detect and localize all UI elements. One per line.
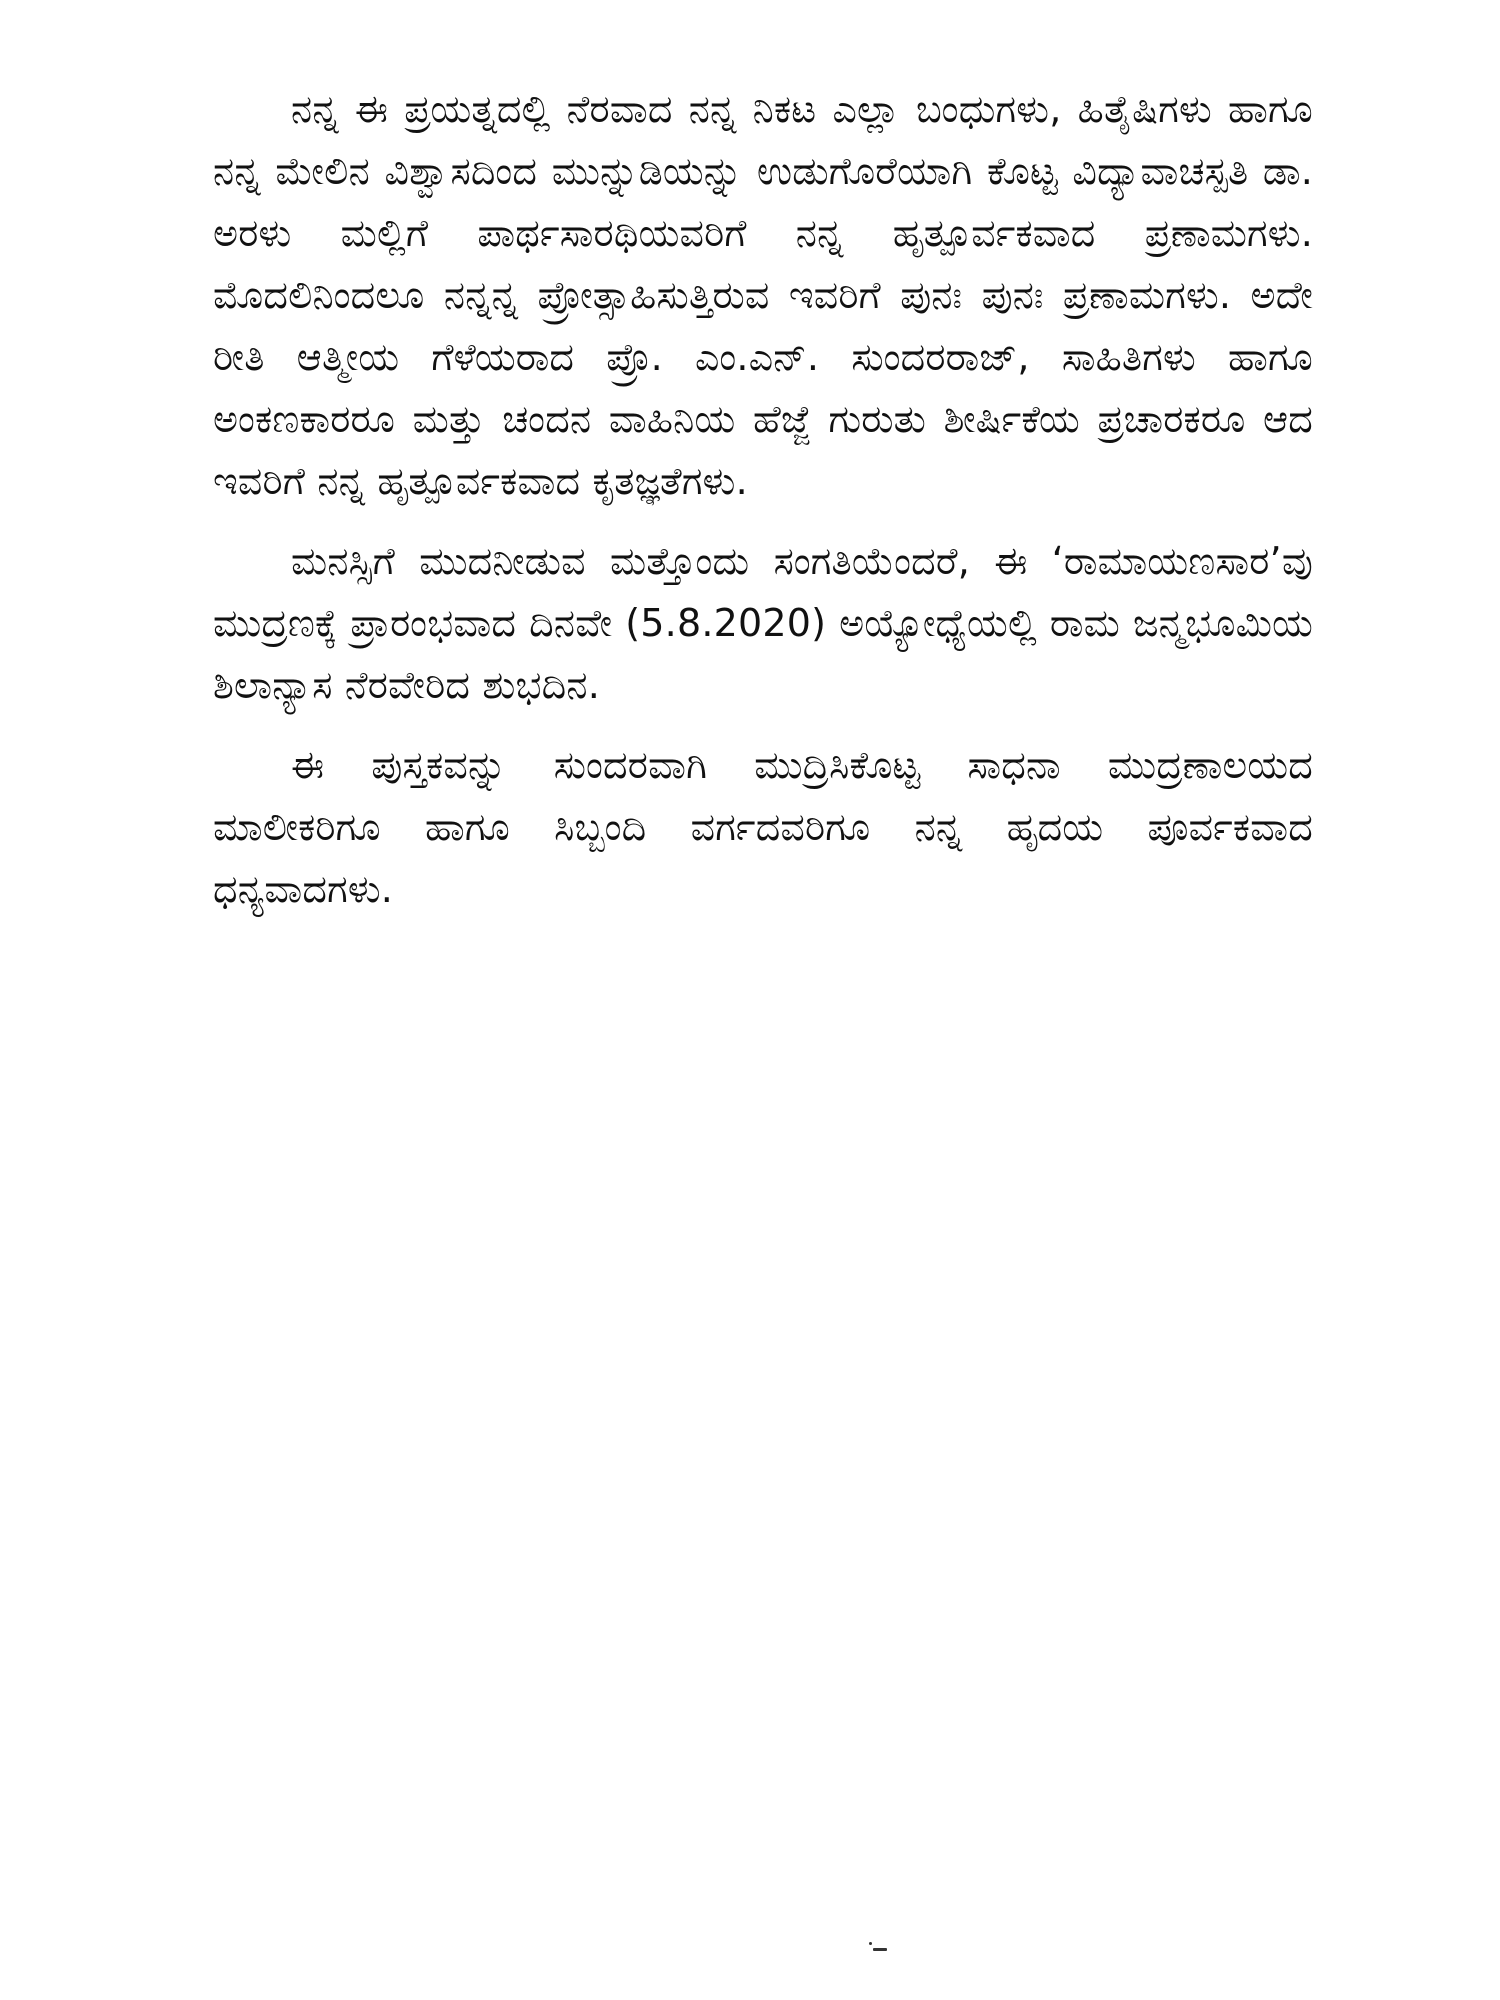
paragraph-ramayanasara-date: ಮನಸ್ಸಿಗೆ ಮುದನೀಡುವ ಮತ್ತೊಂದು ಸಂಗತಿಯೆಂದರೆ, ಈ ‘ರಾಮಾಯಣಸಾರ’ವು ಮುದ್ರಣಕ್ಕೆ ಪ್ರಾರಂಭವಾದ ದಿನವೇ (5.8.2020) ಅಯ್ಯೋಧ್ಯೆಯಲ್ಲಿ ರಾಮ ಜನ್ಮಭೂಮಿಯ ಶಿಲಾನ್ಯಾಸ ನೆರವೇರಿದ ಶುಭದಿನ. bbox=[213, 539, 1313, 707]
paragraph-printer-thanks: ಈ ಪುಸ್ತಕವನ್ನು ಸುಂದರವಾಗಿ ಮುದ್ರಿಸಿಕೊಟ್ಟ ಸಾಧನಾ ಮುದ್ರಣಾಲಯದ ಮಾಲೀಕರಿಗೂ ಹಾಗೂ ಸಿಬ್ಬಂದಿ ವರ್ಗದವರಿಗೂ ನನ್ನ ಹೃದಯ ಪೂರ್ವಕವಾದ ಧನ್ಯವಾದಗಳು. bbox=[213, 743, 1313, 911]
paragraph-acknowledgement-relatives: ನನ್ನ ಈ ಪ್ರಯತ್ನದಲ್ಲಿ ನೆರವಾದ ನನ್ನ ನಿಕಟ ಎಲ್ಲಾ ಬಂಧುಗಳು, ಹಿತೈಷಿಗಳು ಹಾಗೂ ನನ್ನ ಮೇಲಿನ ವಿಶ್ವಾಸದಿಂದ ಮುನ್ನುಡಿಯನ್ನು ಉಡುಗೊರೆಯಾಗಿ ಕೊಟ್ಟ ವಿದ್ಯಾವಾಚಸ್ಪತಿ ಡಾ. ಅರಳು ಮಲ್ಲಿಗೆ ಪಾರ್ಥಸಾರಥಿಯವರಿಗೆ ನನ್ನ ಹೃತ್ಪೂರ್ವಕವಾದ ಪ್ರಣಾಮಗಳು. ಮೊದಲಿನಿಂದಲೂ ನನ್ನನ್ನ ಪ್ರೋತ್ಸಾಹಿಸುತ್ತಿರುವ ಇವರಿಗೆ ಪುನಃ ಪುನಃ ಪ್ರಣಾಮಗಳು. ಅದೇ ರೀತಿ ಆತ್ಮೀಯ ಗೆಳೆಯರಾದ ಪ್ರೊ. ಎಂ.ಎನ್. ಸುಂದರರಾಜ್, ಸಾಹಿತಿಗಳು ಹಾಗೂ ಅಂಕಣಕಾರರೂ ಮತ್ತು ಚಂದನ ವಾಹಿನಿಯ ಹೆಜ್ಜೆ ಗುರುತು ಶೀರ್ಷಿಕೆಯ ಪ್ರಚಾರಕರೂ ಆದ ಇವರಿಗೆ ನನ್ನ ಹೃತ್ಪೂರ್ವಕವಾದ ಕೃತಜ್ಞತೆಗಳು. bbox=[213, 87, 1313, 503]
scan-speck-mark bbox=[873, 1948, 887, 1951]
body-text bbox=[213, 78, 1313, 938]
